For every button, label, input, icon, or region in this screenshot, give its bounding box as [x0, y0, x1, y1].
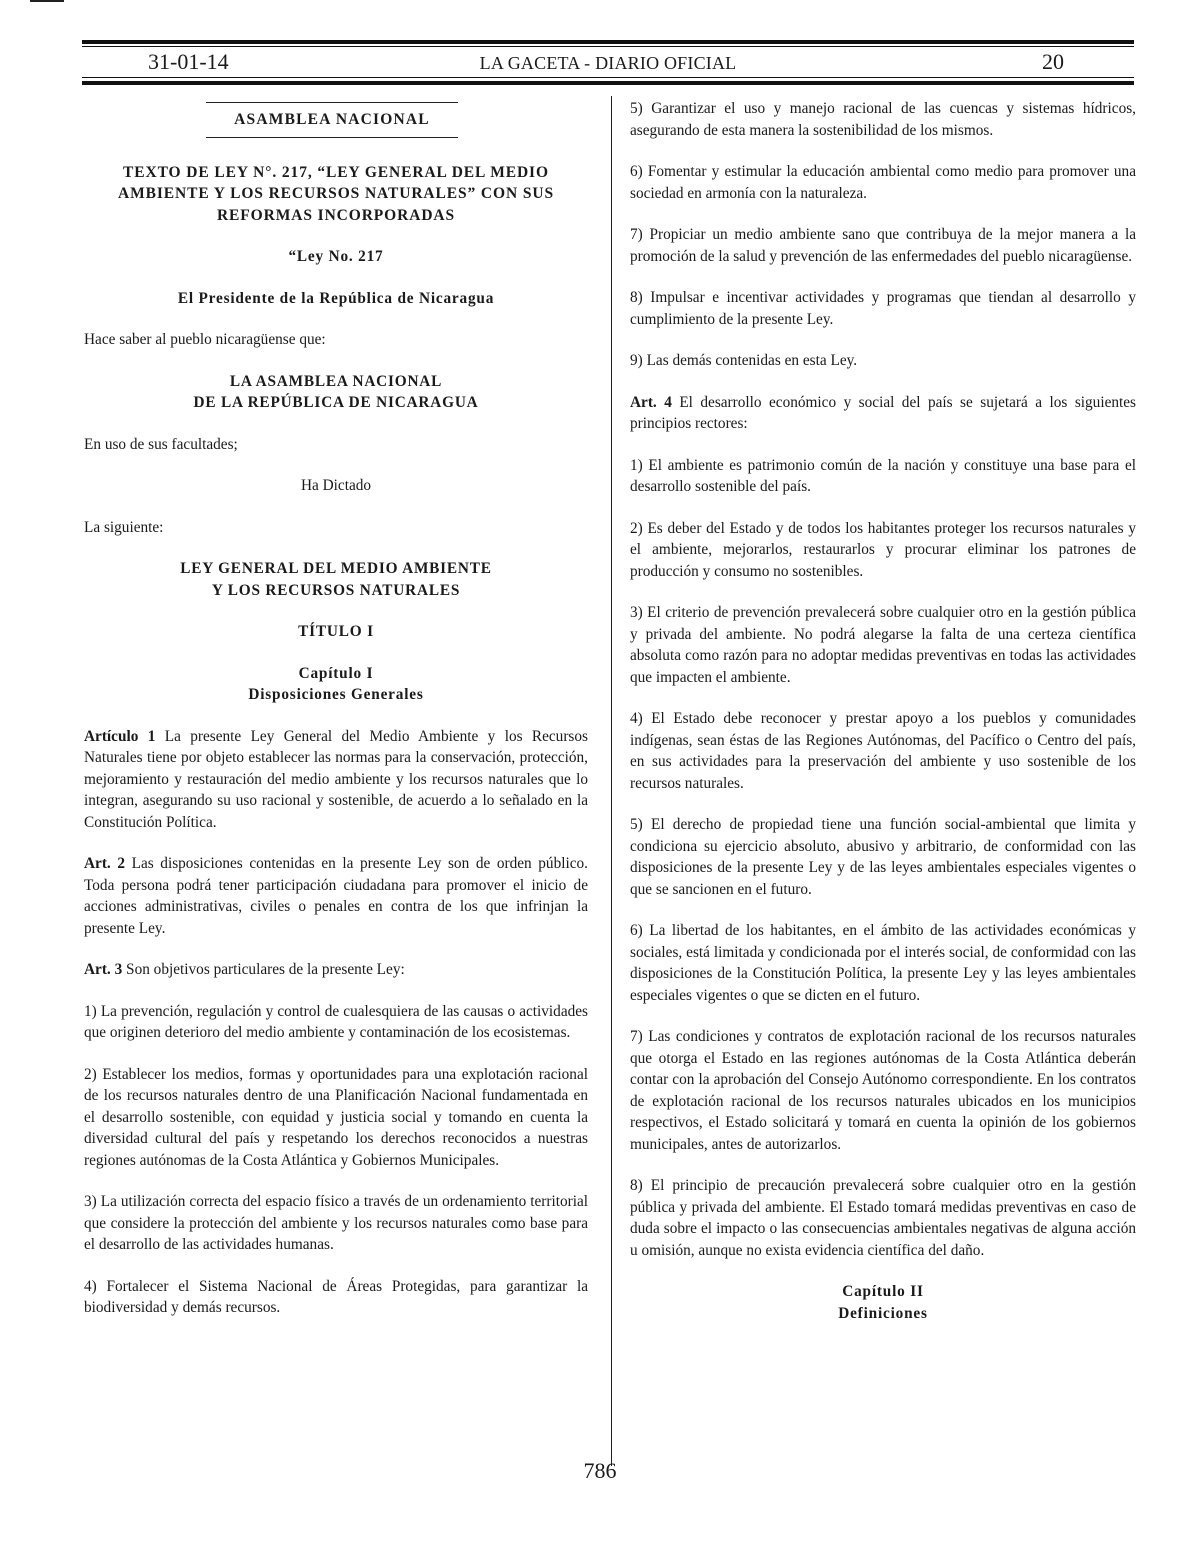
- chapter-2-name: Definiciones: [838, 1304, 928, 1322]
- header-publication: LA GACETA - DIARIO OFICIAL: [479, 53, 737, 73]
- principle-7: 7) Las condiciones y contratos de explotación racional de los recursos naturales que otorga el Estado en las regiones autónomas de la Costa Atlántica deberán contar con la aprobación del Consejo Autónomo correspondiente. En los contratos de explotación racional de los recursos naturales ubicados en los municipios respectivos, el Estado solicitará y tomará en cuenta la opinión de los gobiernos municipales, antes de autorizarlos.: [630, 1028, 1136, 1153]
- article-3-lead: Art. 3: [84, 961, 123, 978]
- header-rule-bottom-thin: [82, 77, 1134, 78]
- title-heading: TÍTULO I: [298, 623, 374, 640]
- article-2-text: Las disposiciones contenidas en la presente Ley son de orden público. Toda persona podrá tener participación ciudadana para promover el inicio de acciones administrativas, civiles o penales en contra de los que infrinjan la presente Ley.: [84, 855, 588, 937]
- footer-page-number: 786: [583, 1458, 617, 1483]
- objective-5: 5) Garantizar el uso y manejo racional de las cuencas y sistemas hídricos, asegurando de esta manera la sostenibilidad de los mismos.: [630, 100, 1136, 139]
- objective-6: 6) Fomentar y estimular la educación ambiental como medio para promover una sociedad en armonía con la naturaleza.: [630, 163, 1136, 202]
- header-date: 31-01-14: [148, 49, 229, 74]
- article-3-text: Son objetivos particulares de la presente Ley:: [122, 961, 405, 978]
- law-text-title-line-1: TEXTO DE LEY N°. 217, “LEY GENERAL DEL MEDIO: [123, 163, 549, 181]
- chapter-1-heading: [84, 663, 588, 706]
- objective-9: 9) Las demás contenidas en esta Ley.: [630, 352, 858, 369]
- law-name-line-1: LEY GENERAL DEL MEDIO AMBIENTE: [180, 560, 492, 577]
- article-4: [630, 392, 1136, 435]
- chapter-2-heading: [630, 1281, 1136, 1324]
- header-rule-bottom: [82, 81, 1134, 85]
- header-rule-top: [82, 40, 1134, 44]
- objective-1: 1) La prevención, regulación y control de cualesquiera de las causas o actividades que originen deterioro del medio ambiente y contaminación de los ecosistemas.: [84, 1002, 588, 1041]
- article-1-lead: Artículo 1: [84, 727, 156, 745]
- principle-3: 3) El criterio de prevención prevalecerá sobre cualquier otro en la gestión pública y privada del ambiente. No podrá alegarse la falta de una certeza científica absoluta como razón para no adoptar medidas preventivas en todas las actividades que impacten el ambiente.: [630, 604, 1136, 686]
- assembly-line-1: LA ASAMBLEA NACIONAL: [229, 372, 443, 390]
- article-2: [84, 853, 588, 939]
- header-page-number: 20: [1042, 49, 1064, 74]
- page-header: [82, 49, 1134, 77]
- president-heading: El Presidente de la República de Nicaragua: [177, 289, 495, 307]
- left-column: [84, 98, 588, 1339]
- notice-text: Hace saber al pueblo nicaragüense que:: [84, 331, 326, 348]
- assembly-heading: ASAMBLEA NACIONAL: [206, 102, 458, 138]
- column-divider: [611, 96, 612, 1466]
- assembly-line-2: DE LA REPÚBLICA DE NICARAGUA: [193, 394, 479, 411]
- assembly-block: [84, 371, 588, 414]
- right-column: [630, 98, 1136, 1344]
- principle-8: 8) El principio de precaución prevalecerá sobre cualquier otro en la gestión pública y privada del ambiente. El Estado tomará medidas preventivas en caso de duda sobre el impacto o las consecuencias ambientales negativas de alguna acción u omisión, aunque no exista evidencia científica del daño.: [630, 1177, 1136, 1259]
- principle-6: 6) La libertad de los habitantes, en el ámbito de las actividades económicas y sociales, está limitada y condicionada por el interés social, de conformidad con las disposiciones de la Constitución Política, la presente Ley y las leyes ambientales especiales vigentes o que se dicten en el futuro.: [630, 922, 1136, 1004]
- header-rule-top-thin: [82, 46, 1134, 47]
- chapter-1-label: Capítulo I: [298, 664, 374, 682]
- article-2-lead: Art. 2: [84, 855, 126, 872]
- law-text-title-line-2: AMBIENTE Y LOS RECURSOS NATURALES” CON SUS: [117, 185, 554, 202]
- article-1: [84, 726, 588, 834]
- objective-2: 2) Establecer los medios, formas y oportunidades para una explotación racional de los recursos naturales dentro de una Planificación Nacional fundamentada en el desarrollo sostenible, con equidad y justicia social y tomando en cuenta la diversidad cultural del país y respetando los derechos reconocidos a nuestras regiones autónomas de la Costa Atlántica y Gobiernos Municipales.: [84, 1065, 588, 1169]
- article-4-text: El desarrollo económico y social del país se sujetará a los siguientes principios rectores:: [630, 393, 1137, 432]
- principle-5: 5) El derecho de propiedad tiene una función social-ambiental que limita y condiciona su ejercicio absoluto, abusivo y arbitrario, de conformidad con las disposiciones de la presente Ley y de las leyes ambientales especiales vigentes o que se sancionen en el futuro.: [630, 816, 1136, 898]
- law-text-title-line-3: REFORMAS INCORPORADAS: [216, 206, 456, 224]
- objective-7: 7) Propiciar un medio ambiente sano que contribuya de la mejor manera a la promoción de la salud y prevención de las enfermedades del pueblo nicaragüense.: [630, 226, 1136, 265]
- principle-2: 2) Es deber del Estado y de todos los habitantes proteger los recursos naturales y el ambiente, mejorarlos, restaurarlos y procurar eliminar los patrones de producción y consumo no sostenibles.: [630, 519, 1136, 580]
- following-text: La siguiente:: [84, 518, 164, 536]
- article-1-text: La presente Ley General del Medio Ambiente y los Recursos Naturales tiene por objeto establecer las normas para la conservación, protección, mejoramiento y restauración del medio ambiente y los recursos naturales que lo integran, asegurando su uso racional y sostenible, de acuerdo a lo señalado en la Constitución Política.: [84, 727, 588, 831]
- law-name-line-2: Y LOS RECURSOS NATURALES: [211, 581, 461, 599]
- powers-text: En uso de sus facultades;: [84, 435, 238, 453]
- chapter-2-label: Capítulo II: [842, 1283, 924, 1300]
- decreed-text: Ha Dictado: [300, 477, 372, 494]
- article-3: [84, 959, 588, 981]
- law-text-title: [84, 162, 588, 227]
- objective-3: 3) La utilización correcta del espacio físico a través de un ordenamiento territorial que considere la protección del ambiente y los recursos naturales como base para el desarrollo de las actividades humanas.: [84, 1193, 588, 1253]
- law-number: “Ley No. 217: [288, 248, 384, 265]
- article-4-lead: Art. 4: [630, 393, 672, 411]
- principle-4: 4) El Estado debe reconocer y prestar apoyo a los pueblos y comunidades indígenas, sean éstas de las Regiones Autónomas, del Pacífico o Centro del país, en sus actividades para la preservación del ambiente y uso sostenible de los recursos naturales.: [630, 710, 1136, 792]
- principle-1: 1) El ambiente es patrimonio común de la nación y constituye una base para el desarrollo sostenible del país.: [630, 456, 1136, 495]
- law-name: [84, 558, 588, 601]
- corner-mark: [30, 0, 64, 2]
- chapter-1-name: Disposiciones Generales: [248, 686, 424, 703]
- objective-4: 4) Fortalecer el Sistema Nacional de Áreas Protegidas, para garantizar la biodiversidad y demás recursos.: [84, 1277, 588, 1316]
- objective-8: 8) Impulsar e incentivar actividades y programas que tiendan al desarrollo y cumplimiento de la presente Ley.: [630, 289, 1136, 328]
